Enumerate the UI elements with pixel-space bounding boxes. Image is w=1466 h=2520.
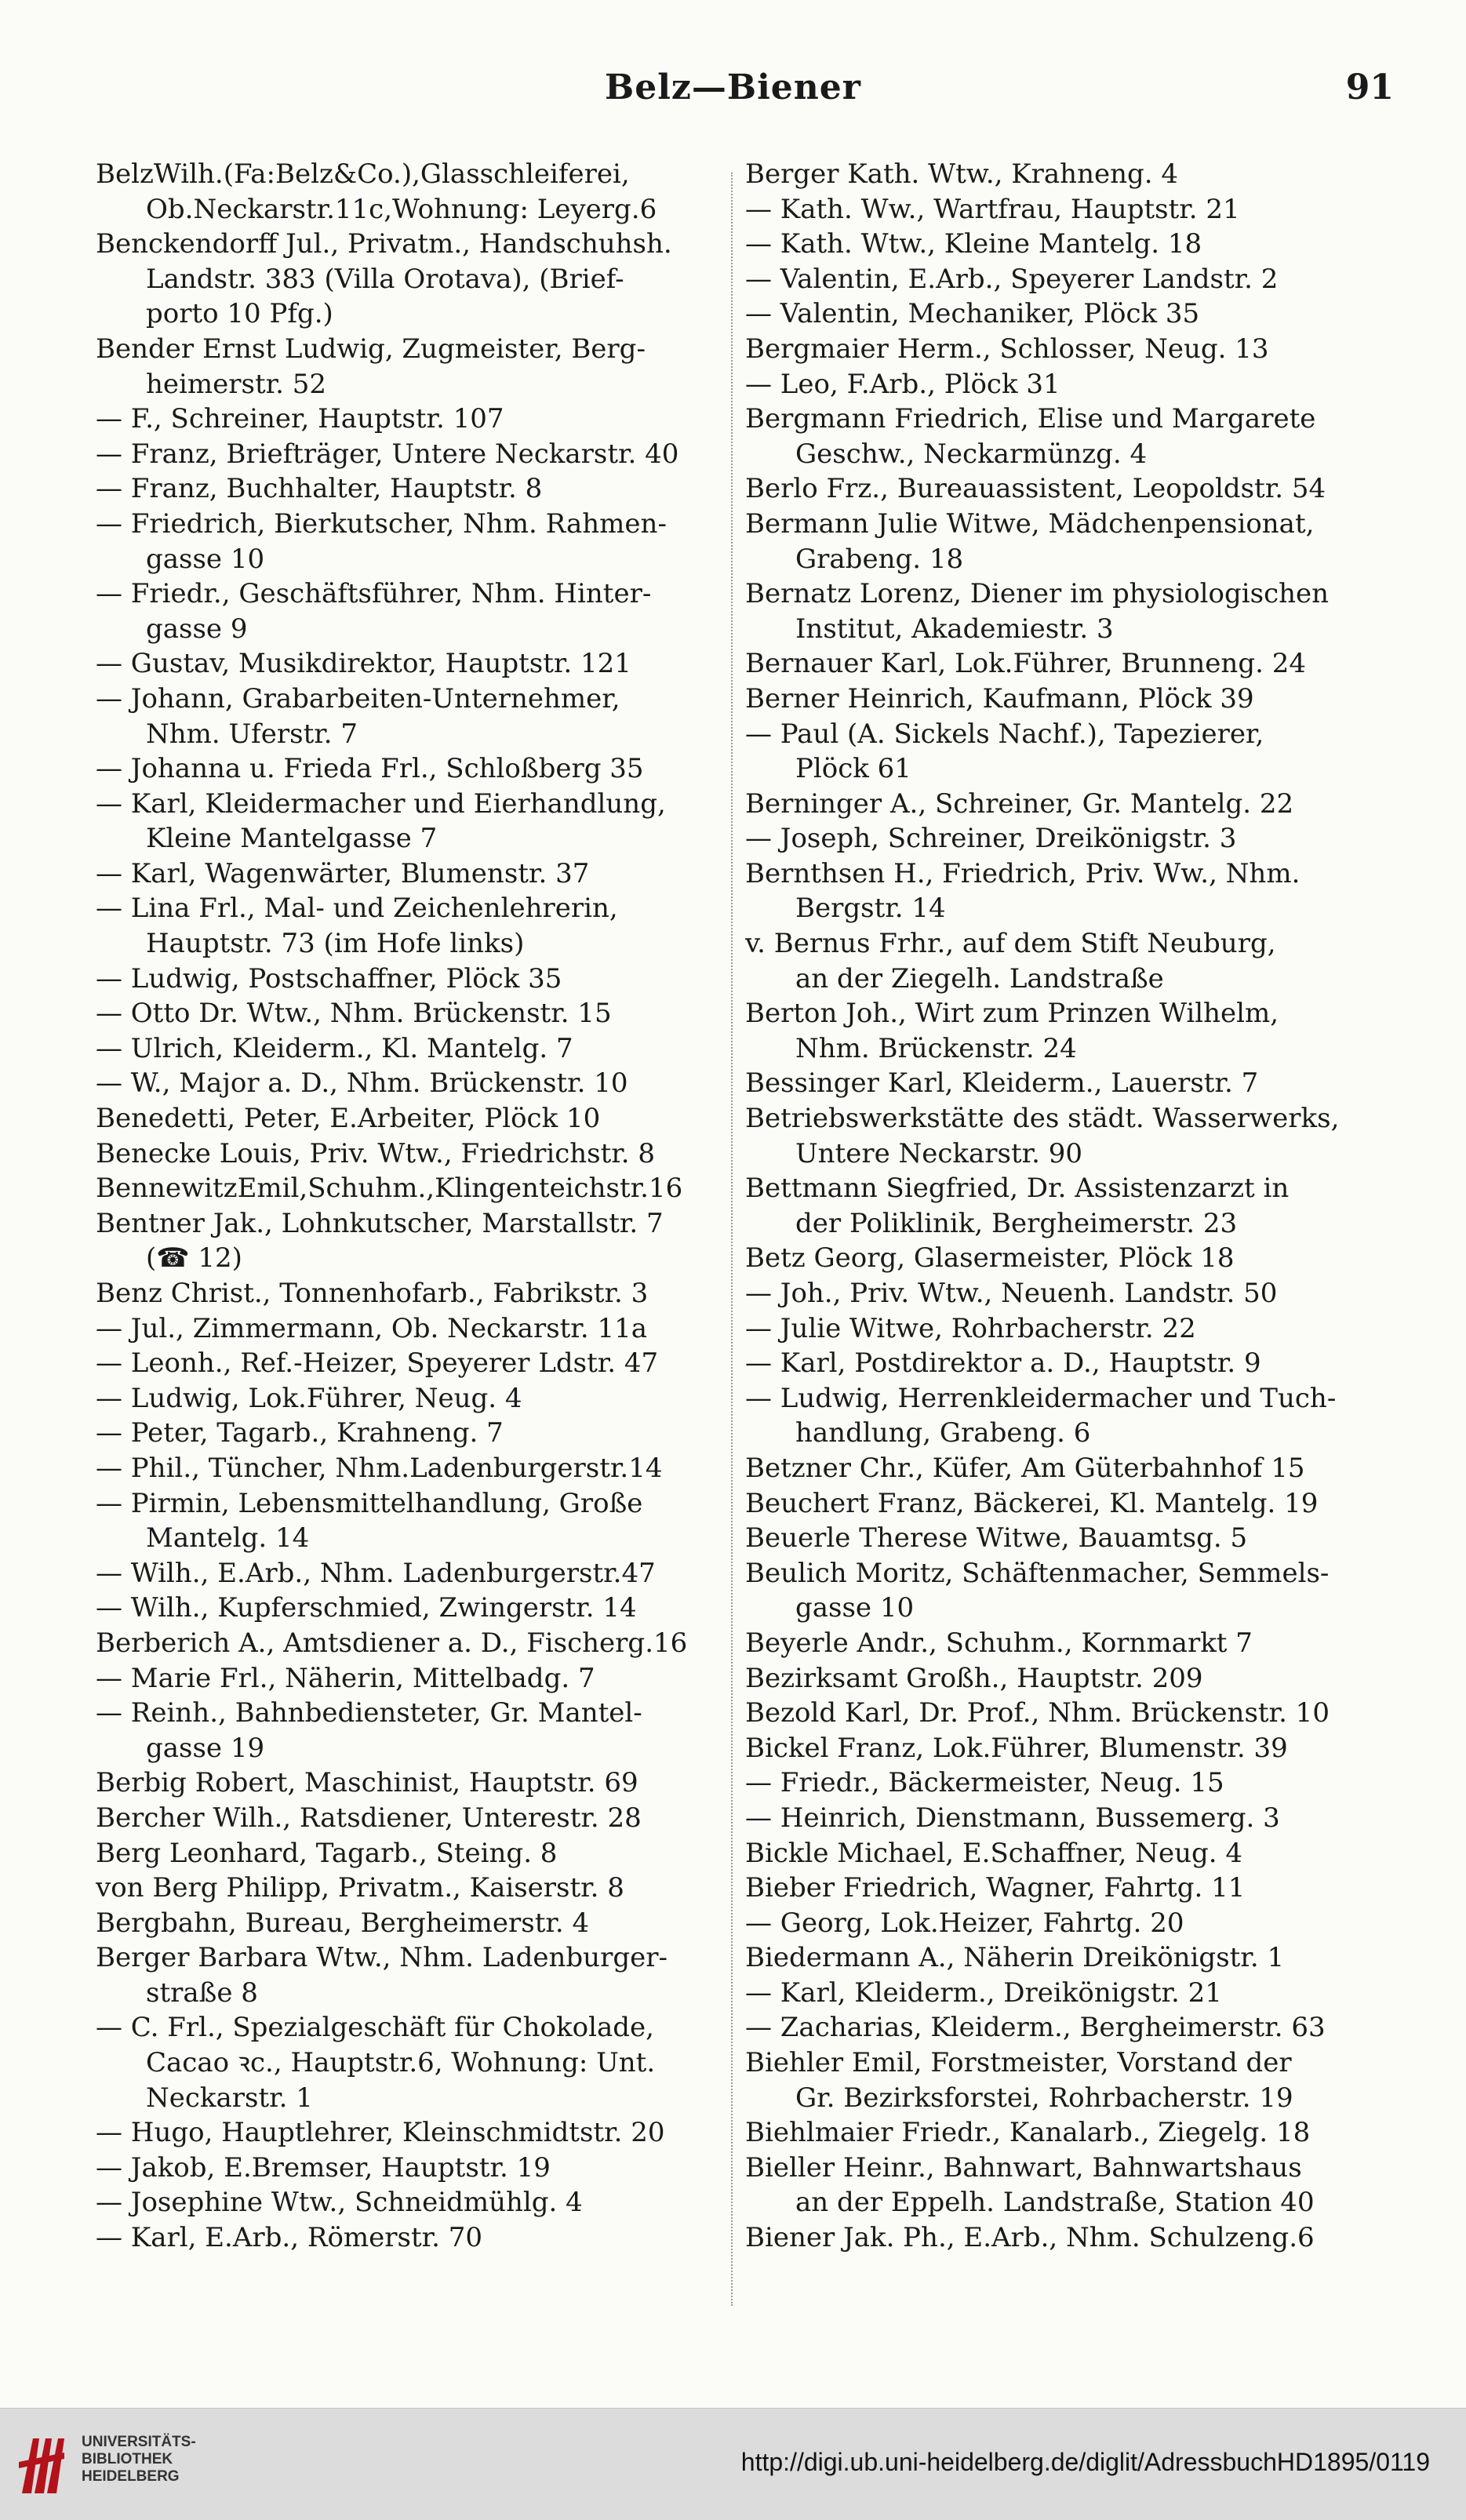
entry-continuation-line: Bergstr. 14 [795,893,946,925]
directory-entry-line: Beuerle Therese Witwe, Bauamtsg. 5 [745,1522,1248,1555]
directory-entry-line: Berton Joh., Wirt zum Prinzen Wilhelm, [745,998,1279,1030]
directory-entry-line: — Joh., Priv. Wtw., Neuenh. Landstr. 50 [745,1278,1278,1309]
directory-entry-line: Bergmaier Herm., Schlosser, Neug. 13 [745,333,1269,365]
entry-continuation-line: gasse 9 [146,613,248,645]
directory-entry-line: — Karl, Kleiderm., Dreikönigstr. 21 [745,1976,1222,2009]
directory-entry-line: — Gustav, Musikdirektor, Hauptstr. 121 [96,648,631,680]
entry-continuation-line: Untere Neckarstr. 90 [795,1137,1083,1169]
directory-entry-line: — Zacharias, Kleiderm., Bergheimerstr. 63 [745,2012,1326,2044]
directory-entry-line: Bermann Julie Witwe, Mädchenpensionat, [745,507,1315,540]
directory-entry-line: — Pirmin, Lebensmittelhandlung, Große [96,1487,643,1519]
directory-entry-line: — Wilh., E.Arb., Nhm. Ladenburgerstr.47 [96,1557,656,1589]
entry-continuation-line: porto 10 Pfg.) [146,298,333,330]
entry-continuation-line: Plöck 61 [795,753,911,785]
directory-entry-line: — Ludwig, Lok.Führer, Neug. 4 [96,1382,522,1414]
directory-entry-line: — Ludwig, Postschaffner, Plöck 35 [96,962,562,995]
directory-entry-line: v. Bernus Frhr., auf dem Stift Neuburg, [745,928,1276,960]
directory-entry-line: — Lina Frl., Mal- und Zeichenlehrerin, [96,893,618,925]
directory-entry-line: Bickel Franz, Lok.Führer, Blumenstr. 39 [745,1732,1288,1764]
directory-entry-line: — Ludwig, Herrenkleidermacher und Tuch- [745,1382,1337,1414]
library-seal-icon [14,2431,69,2498]
running-head [0,67,1466,130]
directory-entry-line: Bender Ernst Ludwig, Zugmeister, Berg- [96,333,646,365]
source-url-link[interactable]: http://digi.ub.uni-heidelberg.de/diglit/AdressbuchHD1895/0119 [740,2448,1430,2476]
directory-entry-line: — C. Frl., Spezialgeschäft für Chokolade, [96,2012,654,2044]
directory-entry-line: Biehlmaier Friedr., Kanalarb., Ziegelg. 18 [745,2117,1311,2149]
directory-entry-line: Beuchert Franz, Bäckerei, Kl. Mantelg. 19 [745,1487,1319,1519]
entry-continuation-line: Nhm. Uferstr. 7 [146,718,358,750]
page-number: 91 [1345,67,1394,107]
directory-entry-line: — Friedrich, Bierkutscher, Nhm. Rahmen- [96,507,667,540]
directory-entry-line: Berlo Frz., Bureauassistent, Leopoldstr. 54 [745,473,1326,505]
entry-continuation-line: Grabeng. 18 [795,543,964,575]
directory-entry-line: Bieber Friedrich, Wagner, Fahrtg. 11 [745,1872,1246,1904]
directory-entry-line: — Kath. Wtw., Kleine Mantelg. 18 [745,228,1202,260]
directory-entry-line: — Friedr., Bäckermeister, Neug. 15 [745,1767,1224,1799]
entry-continuation-line: an der Ziegelh. Landstraße [795,962,1164,995]
directory-entry-line: Berger Barbara Wtw., Nhm. Ladenburger- [96,1942,668,1974]
entry-continuation-line: handlung, Grabeng. 6 [795,1417,1091,1449]
entry-continuation-line: Institut, Akademiestr. 3 [795,613,1114,645]
directory-entry-line: Benedetti, Peter, E.Arbeiter, Plöck 10 [96,1103,601,1135]
directory-entry-line: — Franz, Briefträger, Untere Neckarstr. 40 [96,438,679,470]
entry-continuation-line: Cacao ꝛc., Hauptstr.6, Wohnung: Unt. [146,2047,656,2079]
column-divider [731,173,733,2306]
directory-entry-line: — Peter, Tagarb., Krahneng. 7 [96,1417,504,1449]
directory-entry-line: — Valentin, E.Arb., Speyerer Landstr. 2 [745,263,1279,295]
directory-entry-line: Bezirksamt Großh., Hauptstr. 209 [745,1662,1203,1694]
directory-entry-line: — Jul., Zimmermann, Ob. Neckarstr. 11a [96,1312,647,1344]
footer-bar [0,2408,1466,2520]
directory-entry-line: — Paul (A. Sickels Nachf.), Tapezierer, [745,718,1264,750]
library-name-line: HEIDELBERG [82,2468,180,2485]
directory-entry-line: Bettmann Siegfried, Dr. Assistenzarzt in [745,1173,1290,1205]
directory-entry-line: von Berg Philipp, Privatm., Kaiserstr. 8 [96,1872,624,1904]
directory-entry-line: — Reinh., Bahnbediensteter, Gr. Mantel- [96,1697,642,1729]
entry-continuation-line: der Poliklinik, Bergheimerstr. 23 [795,1207,1238,1239]
library-name-line: UNIVERSITÄTS- [82,2434,196,2450]
directory-entry-line: — Leo, F.Arb., Plöck 31 [745,368,1060,400]
directory-entry-line: — Heinrich, Dienstmann, Bussemerg. 3 [745,1802,1280,1834]
directory-entry-line: Benecke Louis, Priv. Wtw., Friedrichstr. 8 [96,1137,656,1169]
directory-entry-line: Bieller Heinr., Bahnwart, Bahnwartshaus [745,2151,1302,2184]
directory-entry-line: — Karl, E.Arb., Römerstr. 70 [96,2222,483,2254]
entry-continuation-line: Landstr. 383 (Villa Orotava), (Brief- [146,263,624,295]
directory-entry-line: Benckendorff Jul., Privatm., Handschuhsh. [96,228,672,260]
entry-continuation-line: Kleine Mantelgasse 7 [146,823,438,855]
entry-continuation-line: gasse 10 [795,1592,915,1624]
library-name [82,2434,196,2485]
entry-continuation-line: Gr. Bezirksforstei, Rohrbacherstr. 19 [795,2082,1293,2114]
directory-entry-line: Beyerle Andr., Schuhm., Kornmarkt 7 [745,1627,1253,1659]
directory-entry-line: — W., Major a. D., Nhm. Brückenstr. 10 [96,1067,628,1100]
directory-entry-line: Biedermann A., Näherin Dreikönigstr. 1 [745,1942,1285,1974]
directory-entry-line: BennewitzEmil,Schuhm.,Klingenteichstr.16 [96,1173,683,1205]
directory-entry-line: Bezold Karl, Dr. Prof., Nhm. Brückenstr. 10 [745,1697,1330,1729]
directory-entry-line: Biehler Emil, Forstmeister, Vorstand der [745,2047,1292,2079]
directory-entry-line: — Franz, Buchhalter, Hauptstr. 8 [96,473,543,505]
entry-continuation-line: gasse 19 [146,1732,265,1764]
directory-entry-line: — Friedr., Geschäftsführer, Nhm. Hinter- [96,578,652,610]
directory-entry-line: — Joseph, Schreiner, Dreikönigstr. 3 [745,823,1237,855]
directory-entry-line: — F., Schreiner, Hauptstr. 107 [96,403,504,435]
entry-continuation-line: Nhm. Brückenstr. 24 [795,1032,1077,1064]
directory-entry-line: — Karl, Kleidermacher und Eierhandlung, [96,787,666,820]
directory-entry-line: BelzWilh.(Fa:Belz&Co.),Glasschleiferei, [96,158,630,190]
directory-entry-line: Betz Georg, Glasermeister, Plöck 18 [745,1242,1235,1275]
directory-entry-line: — Phil., Tüncher, Nhm.Ladenburgerstr.14 [96,1452,663,1484]
directory-entry-line: Berninger A., Schreiner, Gr. Mantelg. 22 [745,787,1294,820]
entry-continuation-line: Mantelg. 14 [146,1522,310,1555]
directory-entry-line: Biener Jak. Ph., E.Arb., Nhm. Schulzeng.6 [745,2222,1315,2254]
directory-entry-line: — Ulrich, Kleiderm., Kl. Mantelg. 7 [96,1032,573,1064]
entry-continuation-line: straße 8 [146,1976,258,2009]
directory-entry-line: Bercher Wilh., Ratsdiener, Unterestr. 28 [96,1802,642,1834]
running-title: Belz—Biener [605,67,861,107]
directory-entry-line: — Wilh., Kupferschmied, Zwingerstr. 14 [96,1592,637,1624]
directory-entry-line: — Georg, Lok.Heizer, Fahrtg. 20 [745,1907,1184,1939]
directory-entry-line: Bernthsen H., Friedrich, Priv. Ww., Nhm. [745,857,1300,889]
entry-continuation-line: Hauptstr. 73 (im Hofe links) [146,928,525,960]
entry-continuation-line: heimerstr. 52 [146,368,327,400]
directory-entry-line: — Julie Witwe, Rohrbacherstr. 22 [745,1312,1196,1344]
directory-entry-line: — Leonh., Ref.-Heizer, Speyerer Ldstr. 47 [96,1347,659,1380]
directory-entry-line: Bickle Michael, E.Schaffner, Neug. 4 [745,1837,1243,1869]
directory-entry-line: Beulich Moritz, Schäftenmacher, Semmels- [745,1557,1330,1589]
directory-entry-line: Berger Kath. Wtw., Krahneng. 4 [745,158,1179,190]
library-name-line: BIBLIOTHEK [82,2451,173,2467]
directory-entry-line: Bessinger Karl, Kleiderm., Lauerstr. 7 [745,1067,1259,1100]
directory-entry-line: Bernauer Karl, Lok.Führer, Brunneng. 24 [745,648,1306,680]
entry-continuation-line: (☎ 12) [146,1242,242,1275]
entry-continuation-line: an der Eppelh. Landstraße, Station 40 [795,2187,1315,2219]
directory-entry-line: Betriebswerkstätte des städt. Wasserwerks, [745,1103,1340,1135]
entry-continuation-line: gasse 10 [146,543,265,575]
directory-entry-line: Bernatz Lorenz, Diener im physiologischen [745,578,1330,610]
directory-entry-line: — Johanna u. Frieda Frl., Schloßberg 35 [96,753,644,785]
directory-entry-line: — Karl, Wagenwärter, Blumenstr. 37 [96,857,590,889]
directory-entry-line: — Kath. Ww., Wartfrau, Hauptstr. 21 [745,193,1240,225]
directory-entry-line: — Hugo, Hauptlehrer, Kleinschmidtstr. 20 [96,2117,665,2149]
entry-continuation-line: Ob.Neckarstr.11c,Wohnung: Leyerg.6 [146,193,657,225]
directory-entry-line: — Marie Frl., Näherin, Mittelbadg. 7 [96,1662,595,1694]
directory-entry-line: Bentner Jak., Lohnkutscher, Marstallstr. 7 [96,1207,664,1239]
directory-entry-line: Berbig Robert, Maschinist, Hauptstr. 69 [96,1767,638,1799]
directory-entry-line: — Jakob, E.Bremser, Hauptstr. 19 [96,2151,551,2184]
directory-entry-line: — Johann, Grabarbeiten-Unternehmer, [96,682,620,715]
entry-continuation-line: Geschw., Neckarmünzg. 4 [795,438,1148,470]
left-column [96,157,739,2256]
directory-entry-line: — Otto Dr. Wtw., Nhm. Brückenstr. 15 [96,998,612,1030]
entry-continuation-line: Neckarstr. 1 [146,2082,313,2114]
directory-entry-line: — Josephine Wtw., Schneidmühlg. 4 [96,2187,583,2219]
right-column [745,157,1388,2256]
directory-entry-line: — Valentin, Mechaniker, Plöck 35 [745,298,1200,330]
directory-entry-line: Berberich A., Amtsdiener a. D., Fischerg.16 [96,1627,688,1659]
directory-entry-line: Bergbahn, Bureau, Bergheimerstr. 4 [96,1907,590,1939]
directory-entry-line: Betzner Chr., Küfer, Am Güterbahnhof 15 [745,1452,1305,1484]
directory-entry-line: Berner Heinrich, Kaufmann, Plöck 39 [745,682,1254,715]
directory-entry-line: Benz Christ., Tonnenhofarb., Fabrikstr. 3 [96,1278,649,1309]
directory-entry-line: Berg Leonhard, Tagarb., Steing. 8 [96,1837,558,1869]
directory-entry-line: Bergmann Friedrich, Elise und Margarete [745,403,1316,435]
directory-entry-line: — Karl, Postdirektor a. D., Hauptstr. 9 [745,1347,1261,1380]
